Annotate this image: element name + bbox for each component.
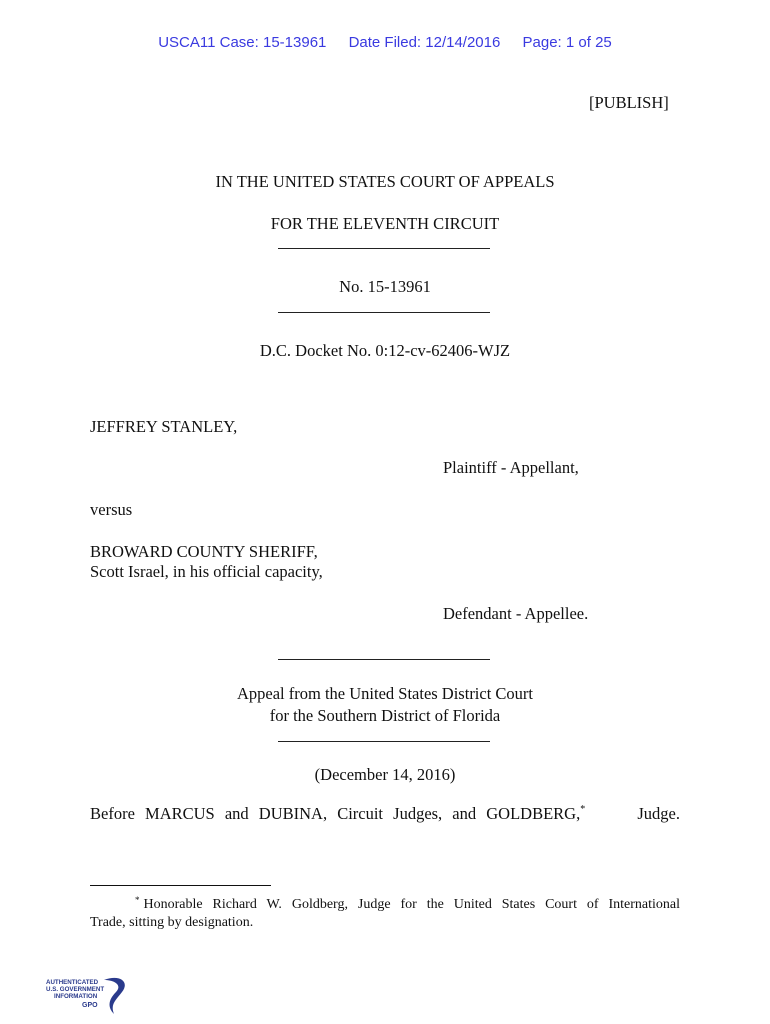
decision-date: (December 14, 2016) — [314, 765, 456, 784]
logo-line-1: AUTHENTICATED — [46, 979, 99, 986]
publish-tag: [PUBLISH] — [589, 93, 669, 112]
plaintiff-role: Plaintiff - Appellant, — [443, 458, 579, 477]
plaintiff-name: JEFFREY STANLEY, — [90, 417, 238, 436]
eagle-detail — [110, 983, 118, 990]
docket-number: D.C. Docket No. 0:12-cv-62406-WJZ — [259, 341, 511, 360]
divider — [278, 741, 490, 742]
logo-line-3: INFORMATION — [54, 993, 98, 1000]
page-header — [0, 34, 770, 51]
gpo-authentication-logo — [44, 974, 134, 1018]
divider — [278, 248, 490, 249]
footnote-rule — [90, 885, 271, 886]
panel-line — [90, 804, 680, 827]
panel-text: Before MARCUS and DUBINA, Circuit Judges, and GOLDBERG,* — [90, 804, 586, 823]
logo-gpo-mark: GPO — [82, 1002, 98, 1009]
page-count-header: Page: 1 of 25 — [522, 34, 612, 51]
case-number: No. 15-13961 — [339, 277, 431, 296]
footnote-line-2: Trade, sitting by designation. — [90, 915, 254, 930]
circuit-title: FOR THE ELEVENTH CIRCUIT — [270, 214, 500, 233]
panel-tail: Judge. — [637, 804, 680, 823]
footnote-marker: * — [580, 804, 586, 815]
divider — [278, 659, 490, 660]
appeal-line-1: Appeal from the United States District Court — [236, 684, 534, 703]
footnote — [90, 896, 680, 932]
date-filed-header: Date Filed: 12/14/2016 — [348, 34, 501, 51]
defendant-detail: Scott Israel, in his official capacity, — [90, 562, 323, 581]
divider — [278, 312, 490, 313]
appeal-line-2: for the Southern District of Florida — [269, 706, 501, 725]
case-number-header: USCA11 Case: 15-13961 — [158, 34, 327, 51]
logo-line-2: U.S. GOVERNMENT — [46, 986, 105, 993]
footnote-line-1: * Honorable Richard W. Goldberg, Judge for the United States Court of International — [135, 895, 680, 912]
versus-label: versus — [90, 500, 133, 519]
defendant-role: Defendant - Appellee. — [443, 604, 589, 623]
defendant-name: BROWARD COUNTY SHERIFF, — [90, 542, 318, 561]
court-title: IN THE UNITED STATES COURT OF APPEALS — [215, 172, 555, 191]
